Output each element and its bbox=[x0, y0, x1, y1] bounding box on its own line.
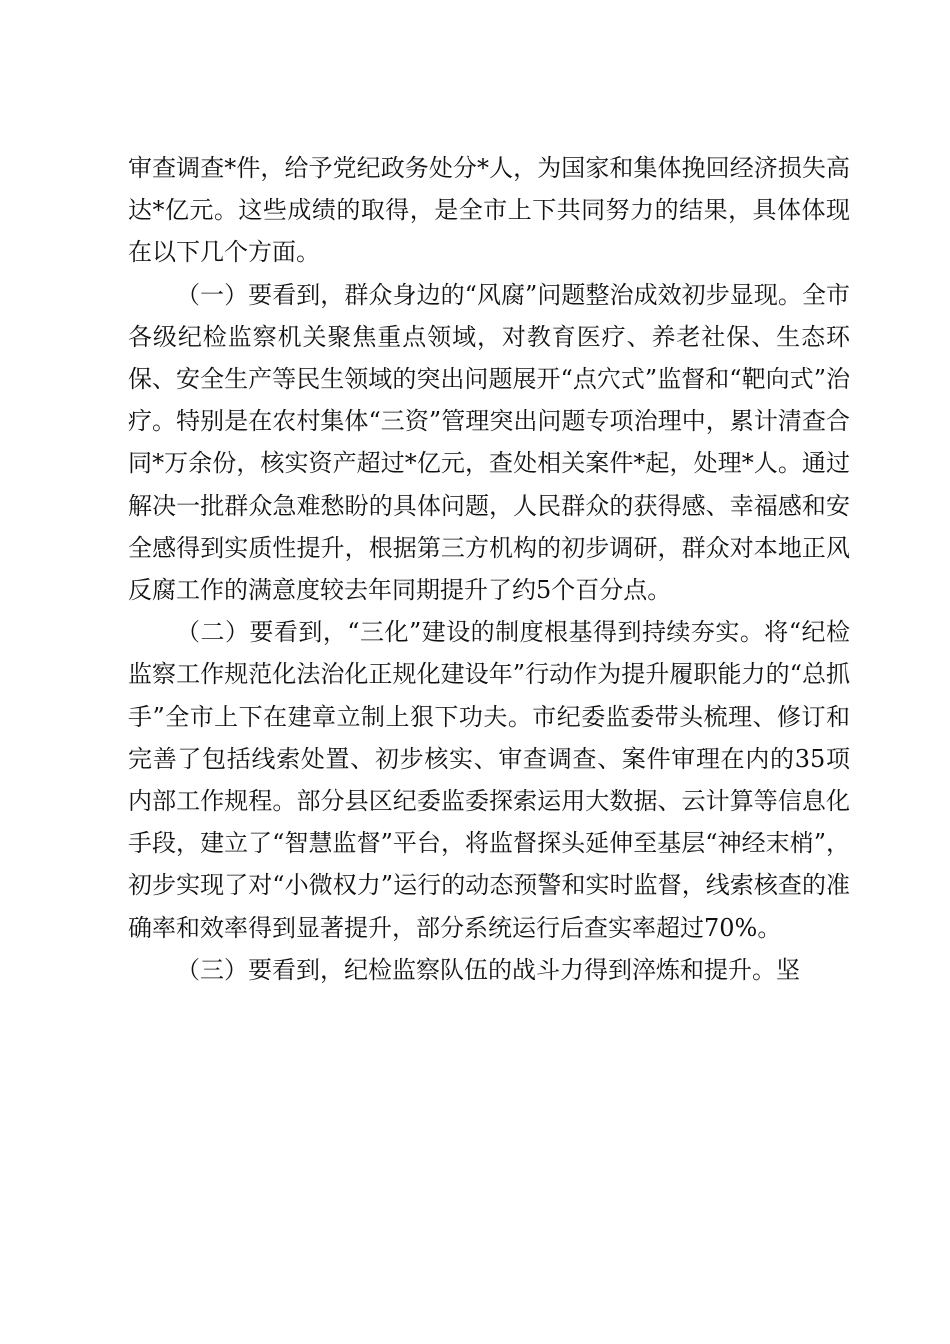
paragraph-section-1: （一）要看到，群众身边的“风腐”问题整治成效初步显现。全市各级纪检监察机关聚焦重点领域，对教育医疗、养老社保、生态环保、安全生产等民生领域的突出问题展开“点穴式”监督和“靶向式”治疗。特别是在农村集体“三资”管理突出问题专项治理中，累计清查合同*万余份，核实资产超过*亿元，查处相关案件*起，处理*人。通过解决一批群众急难愁盼的具体问题，人民群众的获得感、幸福感和安全感得到实质性提升，根据第三方机构的初步调研，群众对本地正风反腐工作的满意度较去年同期提升了约5个百分点。 bbox=[128, 280, 850, 605]
paragraph-continued: 审查调查*件，给予党纪政务处分*人，为国家和集体挽回经济损失高达*亿元。这些成绩的取得，是全市上下共同努力的结果，具体体现在以下几个方面。 bbox=[128, 154, 850, 267]
paragraph-section-3: （三）要看到，纪检监察队伍的战斗力得到淬炼和提升。坚 bbox=[176, 955, 800, 984]
document-body bbox=[128, 147, 850, 991]
paragraph-section-2: （二）要看到，“三化”建设的制度根基得到持续夯实。将“纪检监察工作规范化法治化正规化建设年”行动作为提升履职能力的“总抓手”全市上下在建章立制上狠下功夫。市纪委监委带头梳理、修订和完善了包括线索处置、初步核实、审查调查、案件审理在内的35项内部工作规程。部分县区纪委监委探索运用大数据、云计算等信息化手段，建立了“智慧监督”平台，将监督探头延伸至基层“神经末梢”，初步实现了对“小微权力”运行的动态预警和实时监督，线索核查的准确率和效率得到显著提升，部分系统运行后查实率超过70%。 bbox=[128, 618, 850, 942]
